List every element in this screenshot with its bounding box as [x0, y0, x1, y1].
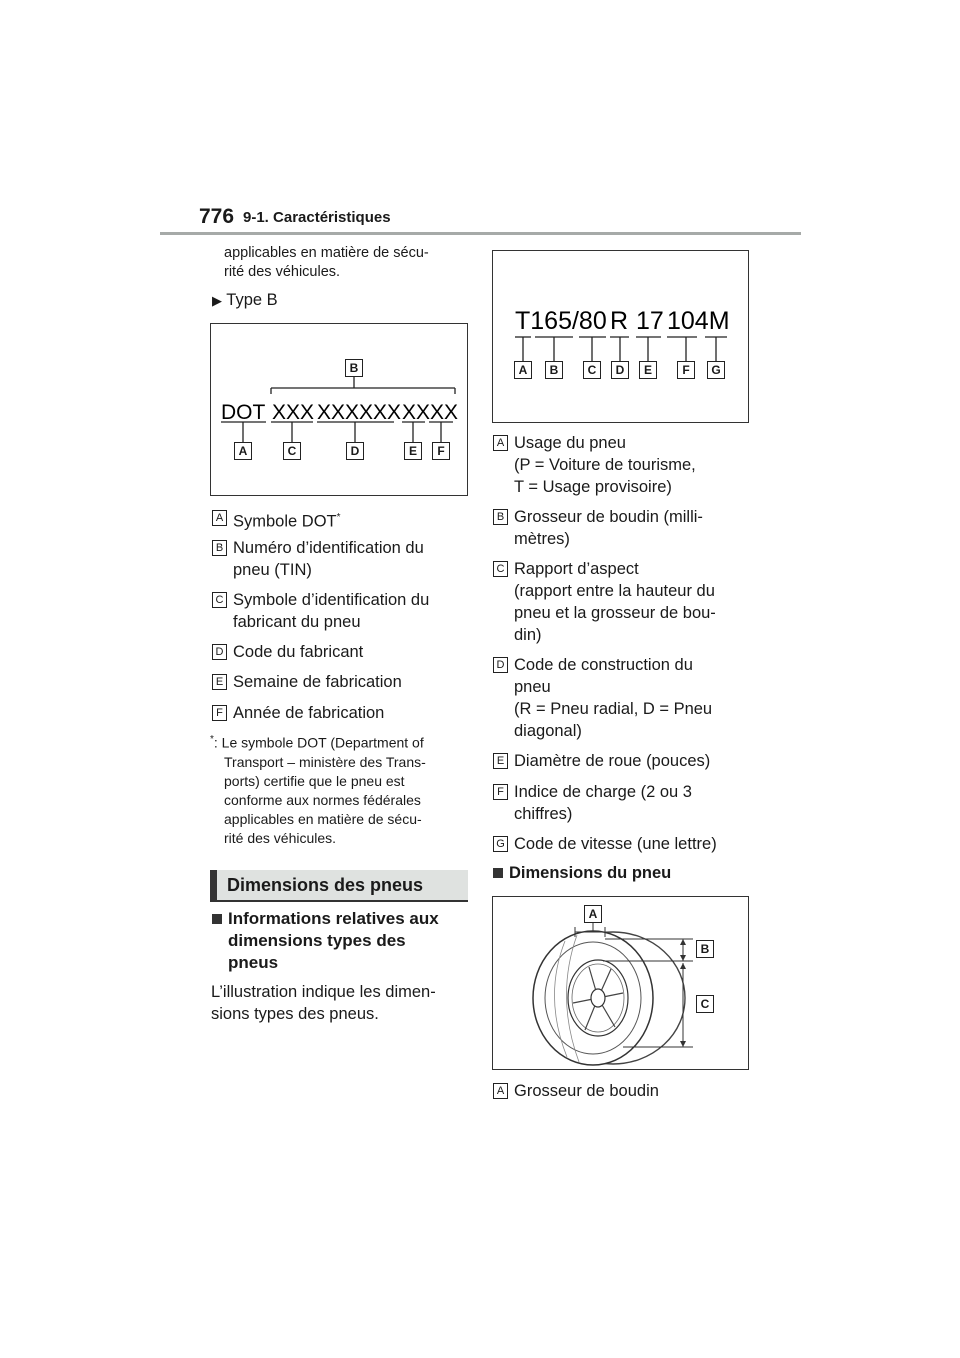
body-line: L’illustration indique les dimen-: [211, 983, 436, 1001]
xxxx-text: XXXX: [402, 401, 459, 424]
page-number: 776: [199, 205, 235, 228]
item-key: A: [493, 1083, 508, 1099]
item-key: B: [212, 540, 227, 556]
item-key: G: [493, 836, 508, 852]
item-text: Diamètre de roue (pouces): [514, 752, 711, 770]
intro-text: [224, 244, 429, 282]
header-rule: [160, 232, 801, 235]
item-text: Grosseur de boudin: [514, 1082, 659, 1100]
list-item: [493, 506, 753, 550]
square-bullet-icon: [212, 914, 222, 924]
dot-diagram-lines: [211, 324, 467, 495]
dot-diagram: [210, 323, 468, 496]
item-text: (P = Voiture de tourisme,: [514, 456, 696, 474]
subheading-text: Dimensions du pneu: [509, 864, 672, 882]
footnote-line: ports) certifie que le pneu est: [224, 772, 405, 789]
diagram-label-d: D: [346, 442, 364, 460]
item-text: Numéro d’identification du: [233, 539, 424, 557]
code-label-a: A: [514, 361, 532, 379]
subheading-line: Informations relatives aux: [228, 909, 439, 928]
tire-illustration: [493, 897, 748, 1069]
tire-label-b: B: [696, 940, 714, 958]
diagram-label-b: B: [345, 359, 363, 377]
list-item: [493, 833, 753, 855]
tire-construction-text: R: [610, 307, 629, 335]
item-text: Code de vitesse (une lettre): [514, 835, 717, 853]
item-text: Usage du pneu: [514, 434, 626, 452]
section-title: 9-1. Caractéristiques: [243, 209, 391, 226]
item-text: (R = Pneu radial, D = Pneu: [514, 700, 713, 718]
list-item: [212, 702, 472, 724]
footnote-line: rité des véhicules.: [224, 829, 337, 846]
item-text: Année de fabrication: [233, 704, 385, 722]
item-text: Symbole d’identification du: [233, 591, 430, 609]
code-label-e: E: [639, 361, 657, 379]
item-text: pneu (TIN): [233, 561, 312, 579]
item-text: Code du fabricant: [233, 643, 364, 661]
xxxxxx-text: XXXXXX: [317, 401, 402, 424]
list-item: [212, 589, 472, 633]
code-label-d: D: [611, 361, 629, 379]
item-text: pneu: [514, 678, 551, 696]
item-key: F: [212, 705, 227, 721]
diagram-label-c: C: [283, 442, 301, 460]
tire-label-a: A: [584, 905, 602, 923]
subheading-tire-dimensions: [493, 862, 671, 884]
list-item: [493, 432, 753, 498]
intro-line: applicables en matière de sécu-: [224, 245, 429, 261]
section-heading-rule: [210, 900, 468, 902]
item-key: A: [493, 435, 508, 451]
diagram-label-a: A: [234, 442, 252, 460]
list-item: [212, 671, 472, 693]
tire-load-speed-text: 104M: [667, 307, 730, 335]
item-key: C: [493, 561, 508, 577]
tire-label-c: C: [696, 995, 714, 1013]
item-key: A: [212, 510, 227, 526]
item-sup: *: [336, 512, 341, 523]
list-item: [493, 750, 753, 772]
code-label-f: F: [677, 361, 695, 379]
tire-code-diagram: [492, 250, 749, 423]
item-text: mètres): [514, 530, 570, 548]
section-heading: Dimensions des pneus: [210, 870, 468, 900]
footnote-line: Transport – ministère des Trans-: [224, 753, 426, 770]
body-text: [211, 981, 476, 1025]
square-bullet-icon: [493, 868, 503, 878]
footnote-marker: *: [210, 734, 214, 745]
type-b-label: Type B: [226, 291, 278, 309]
list-item: [493, 781, 753, 825]
triangle-right-icon: ▶: [212, 293, 222, 308]
item-text: diagonal): [514, 722, 582, 740]
item-key: D: [212, 644, 227, 660]
type-b-heading: [212, 289, 278, 312]
footnote-line: conforme aux normes fédérales: [224, 791, 421, 808]
list-item: [212, 641, 472, 663]
tire-diameter-text: 17: [636, 307, 664, 335]
item-text: din): [514, 626, 542, 644]
tire-dimensions-diagram: [492, 896, 749, 1070]
item-key: D: [493, 657, 508, 673]
item-text: chiffres): [514, 805, 573, 823]
item-key: B: [493, 509, 508, 525]
item-key: E: [493, 753, 508, 769]
diagram-label-e: E: [404, 442, 422, 460]
item-text: (rapport entre la hauteur du: [514, 582, 715, 600]
list-item: [493, 1080, 753, 1102]
dot-text: DOT: [221, 401, 266, 424]
item-text: Symbole DOT: [233, 512, 337, 531]
body-line: sions types des pneus.: [211, 1005, 379, 1023]
tire-code-lines: [493, 251, 748, 422]
footnote-line: applicables en matière de sécu-: [224, 810, 422, 827]
subheading-info: [212, 908, 472, 974]
subheading-line: dimensions types des: [228, 931, 406, 950]
subheading-line: pneus: [228, 953, 279, 972]
list-item: [493, 654, 753, 742]
item-text: Grosseur de boudin (milli-: [514, 508, 703, 526]
item-key: F: [493, 784, 508, 800]
item-text: Rapport d’aspect: [514, 560, 639, 578]
footnote: [210, 730, 470, 848]
item-text: Semaine de fabrication: [233, 673, 402, 691]
list-item: [212, 507, 472, 533]
footnote-line: : Le symbole DOT (Department of: [213, 734, 424, 751]
code-label-c: C: [583, 361, 601, 379]
diagram-label-f: F: [432, 442, 450, 460]
code-label-g: G: [707, 361, 725, 379]
item-text: pneu et la grosseur de bou-: [514, 604, 716, 622]
item-key: C: [212, 592, 227, 608]
xxx-text: XXX: [272, 401, 315, 424]
tire-size-text: T165/80: [515, 307, 607, 335]
item-key: E: [212, 674, 227, 690]
code-label-b: B: [545, 361, 563, 379]
item-text: fabricant du pneu: [233, 613, 361, 631]
item-text: Indice de charge (2 ou 3: [514, 783, 692, 801]
list-item: [212, 537, 472, 581]
item-text: T = Usage provisoire): [514, 478, 672, 496]
item-text: Code de construction du: [514, 656, 693, 674]
intro-line: rité des véhicules.: [224, 264, 341, 280]
list-item: [493, 558, 753, 646]
